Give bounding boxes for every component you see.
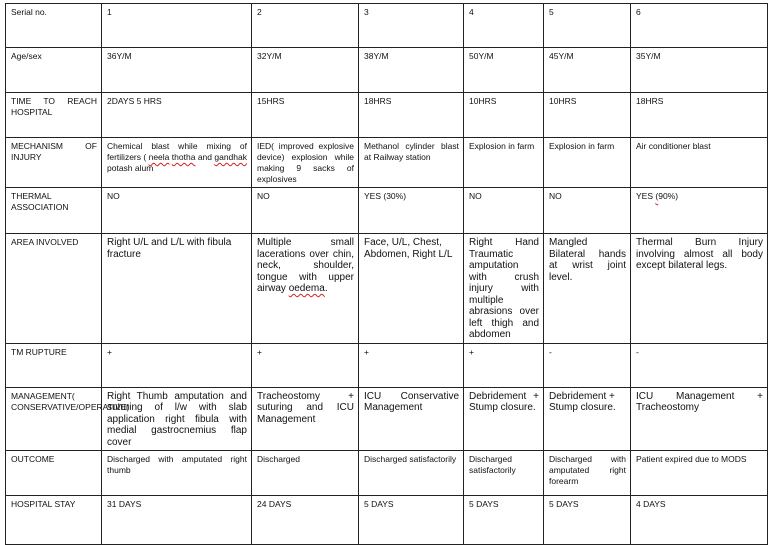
row-tm-rupture bbox=[6, 343, 768, 387]
table-cell: 35Y/M bbox=[631, 48, 768, 93]
table-cell: 10HRS bbox=[544, 93, 631, 138]
table-cell: Explosion in farm bbox=[464, 138, 544, 188]
table-cell: 5 DAYS bbox=[544, 496, 631, 545]
table-cell: Discharged with amputated right thumb bbox=[102, 451, 252, 496]
table-cell: 31 DAYS bbox=[102, 496, 252, 545]
table-cell: + bbox=[359, 343, 464, 387]
row-time-to-reach-hospital bbox=[6, 93, 768, 138]
table-cell: + bbox=[464, 343, 544, 387]
row-header: MANAGEMENT( CONSERVATIVE/OPERATIVE) bbox=[6, 387, 102, 451]
table-cell: Explosion in farm bbox=[544, 138, 631, 188]
table-cell: 10HRS bbox=[464, 93, 544, 138]
row-header: THERMAL ASSOCIATION bbox=[6, 188, 102, 234]
table-cell: 4 DAYS bbox=[631, 496, 768, 545]
table-cell bbox=[252, 234, 359, 344]
table-cell: 1 bbox=[102, 4, 252, 48]
table-cell: ICU Management + Tracheostomy bbox=[631, 387, 768, 451]
table-cell: + bbox=[252, 343, 359, 387]
table-cell: 45Y/M bbox=[544, 48, 631, 93]
table-cell: IED( improved explosive device) explosion while making 9 sacks of explosives bbox=[252, 138, 359, 188]
case-series-table bbox=[5, 3, 768, 545]
table-cell: NO bbox=[544, 188, 631, 234]
table-cell: Patient expired due to MODS bbox=[631, 451, 768, 496]
row-header: HOSPITAL STAY bbox=[6, 496, 102, 545]
row-management bbox=[6, 387, 768, 451]
table-cell: Right Hand Traumatic amputation with crush injury with multiple abrasions over left thigh and abdomen bbox=[464, 234, 544, 344]
table-cell: 6 bbox=[631, 4, 768, 48]
row-mechanism-of-injury bbox=[6, 138, 768, 188]
row-thermal-association bbox=[6, 188, 768, 234]
row-header: Serial no. bbox=[6, 4, 102, 48]
cell-text-part: Multiple small lacerations over chin, neck, shoulder, tongue with upper airway bbox=[257, 237, 354, 294]
cell-text-part: Chemical blast while mixing of fertilizers ( bbox=[107, 141, 247, 162]
row-header: MECHANISM OF INJURY bbox=[6, 138, 102, 188]
table-cell: Discharged bbox=[252, 451, 359, 496]
table-cell: NO bbox=[102, 188, 252, 234]
table-cell: 32Y/M bbox=[252, 48, 359, 93]
table-cell: 2 bbox=[252, 4, 359, 48]
table-cell: ICU Conservative Management bbox=[359, 387, 464, 451]
table-cell: Discharged satisfactorily bbox=[359, 451, 464, 496]
table-cell: Air conditioner blast bbox=[631, 138, 768, 188]
table-cell bbox=[631, 188, 768, 234]
cell-text-part: YES bbox=[636, 191, 656, 201]
cell-text-part: neela bbox=[148, 152, 170, 162]
table-cell: 4 bbox=[464, 4, 544, 48]
table-cell: Debridement + Stump closure. bbox=[544, 387, 631, 451]
cell-text-part: . bbox=[324, 283, 328, 294]
table-cell: Face, U/L, Chest, Abdomen, Right L/L bbox=[359, 234, 464, 344]
table-cell: 18HRS bbox=[631, 93, 768, 138]
row-header: TIME TO REACH HOSPITAL bbox=[6, 93, 102, 138]
cell-text-part: potash alum bbox=[107, 163, 154, 173]
table-cell: NO bbox=[464, 188, 544, 234]
table-cell: 24 DAYS bbox=[252, 496, 359, 545]
cell-text-part: oedema bbox=[288, 283, 325, 294]
row-age-sex bbox=[6, 48, 768, 93]
table-cell: 5 bbox=[544, 4, 631, 48]
table-cell: 15HRS bbox=[252, 93, 359, 138]
row-serial-no bbox=[6, 4, 768, 48]
table-cell: Discharged with amputated right forearm bbox=[544, 451, 631, 496]
table-cell: 3 bbox=[359, 4, 464, 48]
row-area-involved bbox=[6, 234, 768, 344]
cell-text-part: and bbox=[195, 152, 215, 162]
table-cell: 50Y/M bbox=[464, 48, 544, 93]
table-cell: YES (30%) bbox=[359, 188, 464, 234]
cell-text-part: 90%) bbox=[658, 191, 679, 201]
table-cell: Tracheostomy + suturing and ICU Management bbox=[252, 387, 359, 451]
table-cell: 18HRS bbox=[359, 93, 464, 138]
cell-text-part: gandhak bbox=[214, 152, 247, 162]
table-cell: Right Thumb amputation and suturing of l/w with slab application right fibula with medial gastrocnemius flap cover bbox=[102, 387, 252, 451]
table-cell: NO bbox=[252, 188, 359, 234]
table-cell: Debridement + Stump closure. bbox=[464, 387, 544, 451]
table-cell: - bbox=[631, 343, 768, 387]
row-header: TM RUPTURE bbox=[6, 343, 102, 387]
table-cell: Mangled Bilateral hands at wrist joint level. bbox=[544, 234, 631, 344]
row-hospital-stay bbox=[6, 496, 768, 545]
row-outcome bbox=[6, 451, 768, 496]
table-cell: Methanol cylinder blast at Railway station bbox=[359, 138, 464, 188]
table-cell: Right U/L and L/L with fibula fracture bbox=[102, 234, 252, 344]
row-header: AREA INVOLVED bbox=[6, 234, 102, 344]
table-cell: Discharged satisfactorily bbox=[464, 451, 544, 496]
table-cell: 36Y/M bbox=[102, 48, 252, 93]
table-cell: 38Y/M bbox=[359, 48, 464, 93]
table-cell: + bbox=[102, 343, 252, 387]
table-cell: 2DAYS 5 HRS bbox=[102, 93, 252, 138]
table-cell bbox=[102, 138, 252, 188]
table-cell: Thermal Burn Injury involving almost all body except bilateral legs. bbox=[631, 234, 768, 344]
cell-text-part: thotha bbox=[171, 152, 196, 162]
cell-text-part: ( bbox=[655, 191, 659, 201]
row-header: Age/sex bbox=[6, 48, 102, 93]
table-cell: 5 DAYS bbox=[359, 496, 464, 545]
table-cell: - bbox=[544, 343, 631, 387]
table-cell: 5 DAYS bbox=[464, 496, 544, 545]
row-header: OUTCOME bbox=[6, 451, 102, 496]
